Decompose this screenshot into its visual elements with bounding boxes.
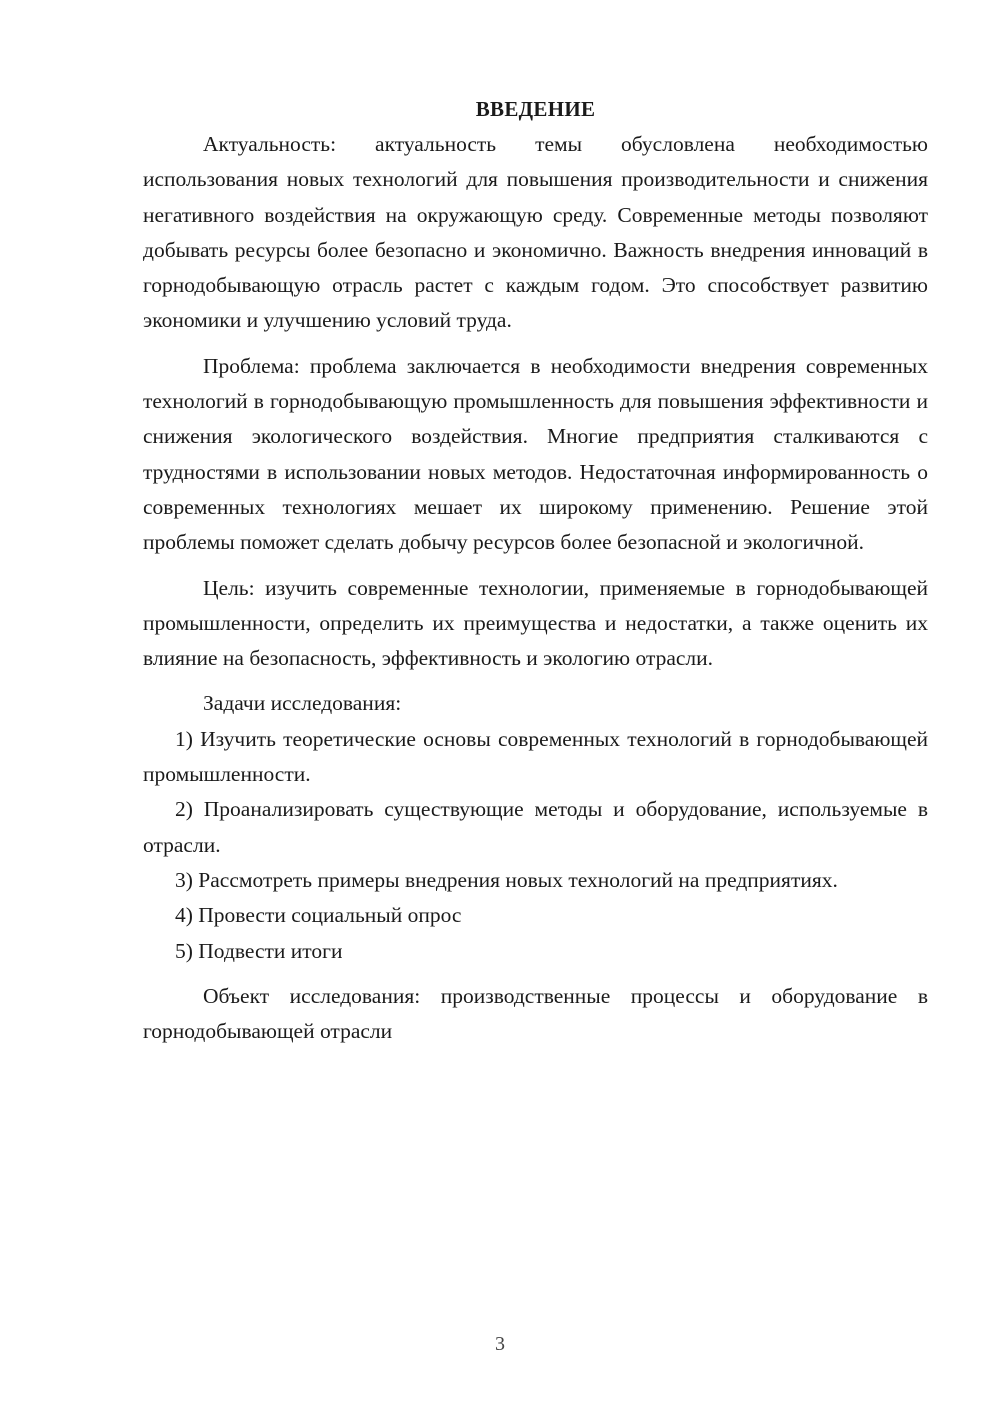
page-number: 3 (495, 1333, 505, 1355)
page-title: ВВЕДЕНИЕ (475, 97, 596, 121)
paragraph-goal: Цель: изучить современные технологии, применяемые в горнодобывающей промышленности, определить их преимущества и недостатки, а также оценить их влияние на безопасность, эффективность и экологию отрасли. (143, 575, 928, 671)
task-item-1: 1) Изучить теоретические основы современных технологий в горнодобывающей промышленности. (143, 726, 928, 787)
paragraph-object: Объект исследования: производственные процессы и оборудование в горнодобывающей отрасли (143, 983, 928, 1044)
paragraph-tasks-heading: Задачи исследования: (203, 691, 402, 716)
paragraph-problem: Проблема: проблема заключается в необходимости внедрения современных технологий в горнодобывающую промышленность для повышения эффективности и снижения экологического воздействия. Многие предприятия сталкиваются с трудностями в использовании новых методов. Недостаточная информированность о современных технологиях мешает их широкому применению. Решение этой проблемы поможет сделать добычу ресурсов более безопасной и экологичной. (143, 353, 928, 555)
task-item-5: 5) Подвести итоги (175, 938, 343, 963)
task-item-4: 4) Провести социальный опрос (175, 903, 462, 928)
task-item-2: 2) Проанализировать существующие методы и оборудование, используемые в отрасли. (143, 797, 928, 857)
task-item-3: 3) Рассмотреть примеры внедрения новых технологий на предприятиях. (175, 867, 838, 892)
paragraph-relevance: Актуальность: актуальность темы обусловлена необходимостью использования новых технологий для повышения производительности и снижения негативного воздействия на окружающую среду. Современные методы позволяют добывать ресурсы более безопасно и экономично. Важность внедрения инноваций в горнодобывающую отрасль растет с каждым годом. Это способствует развитию экономики и улучшению условий труда. (143, 132, 928, 333)
document-page (143, 92, 928, 1049)
